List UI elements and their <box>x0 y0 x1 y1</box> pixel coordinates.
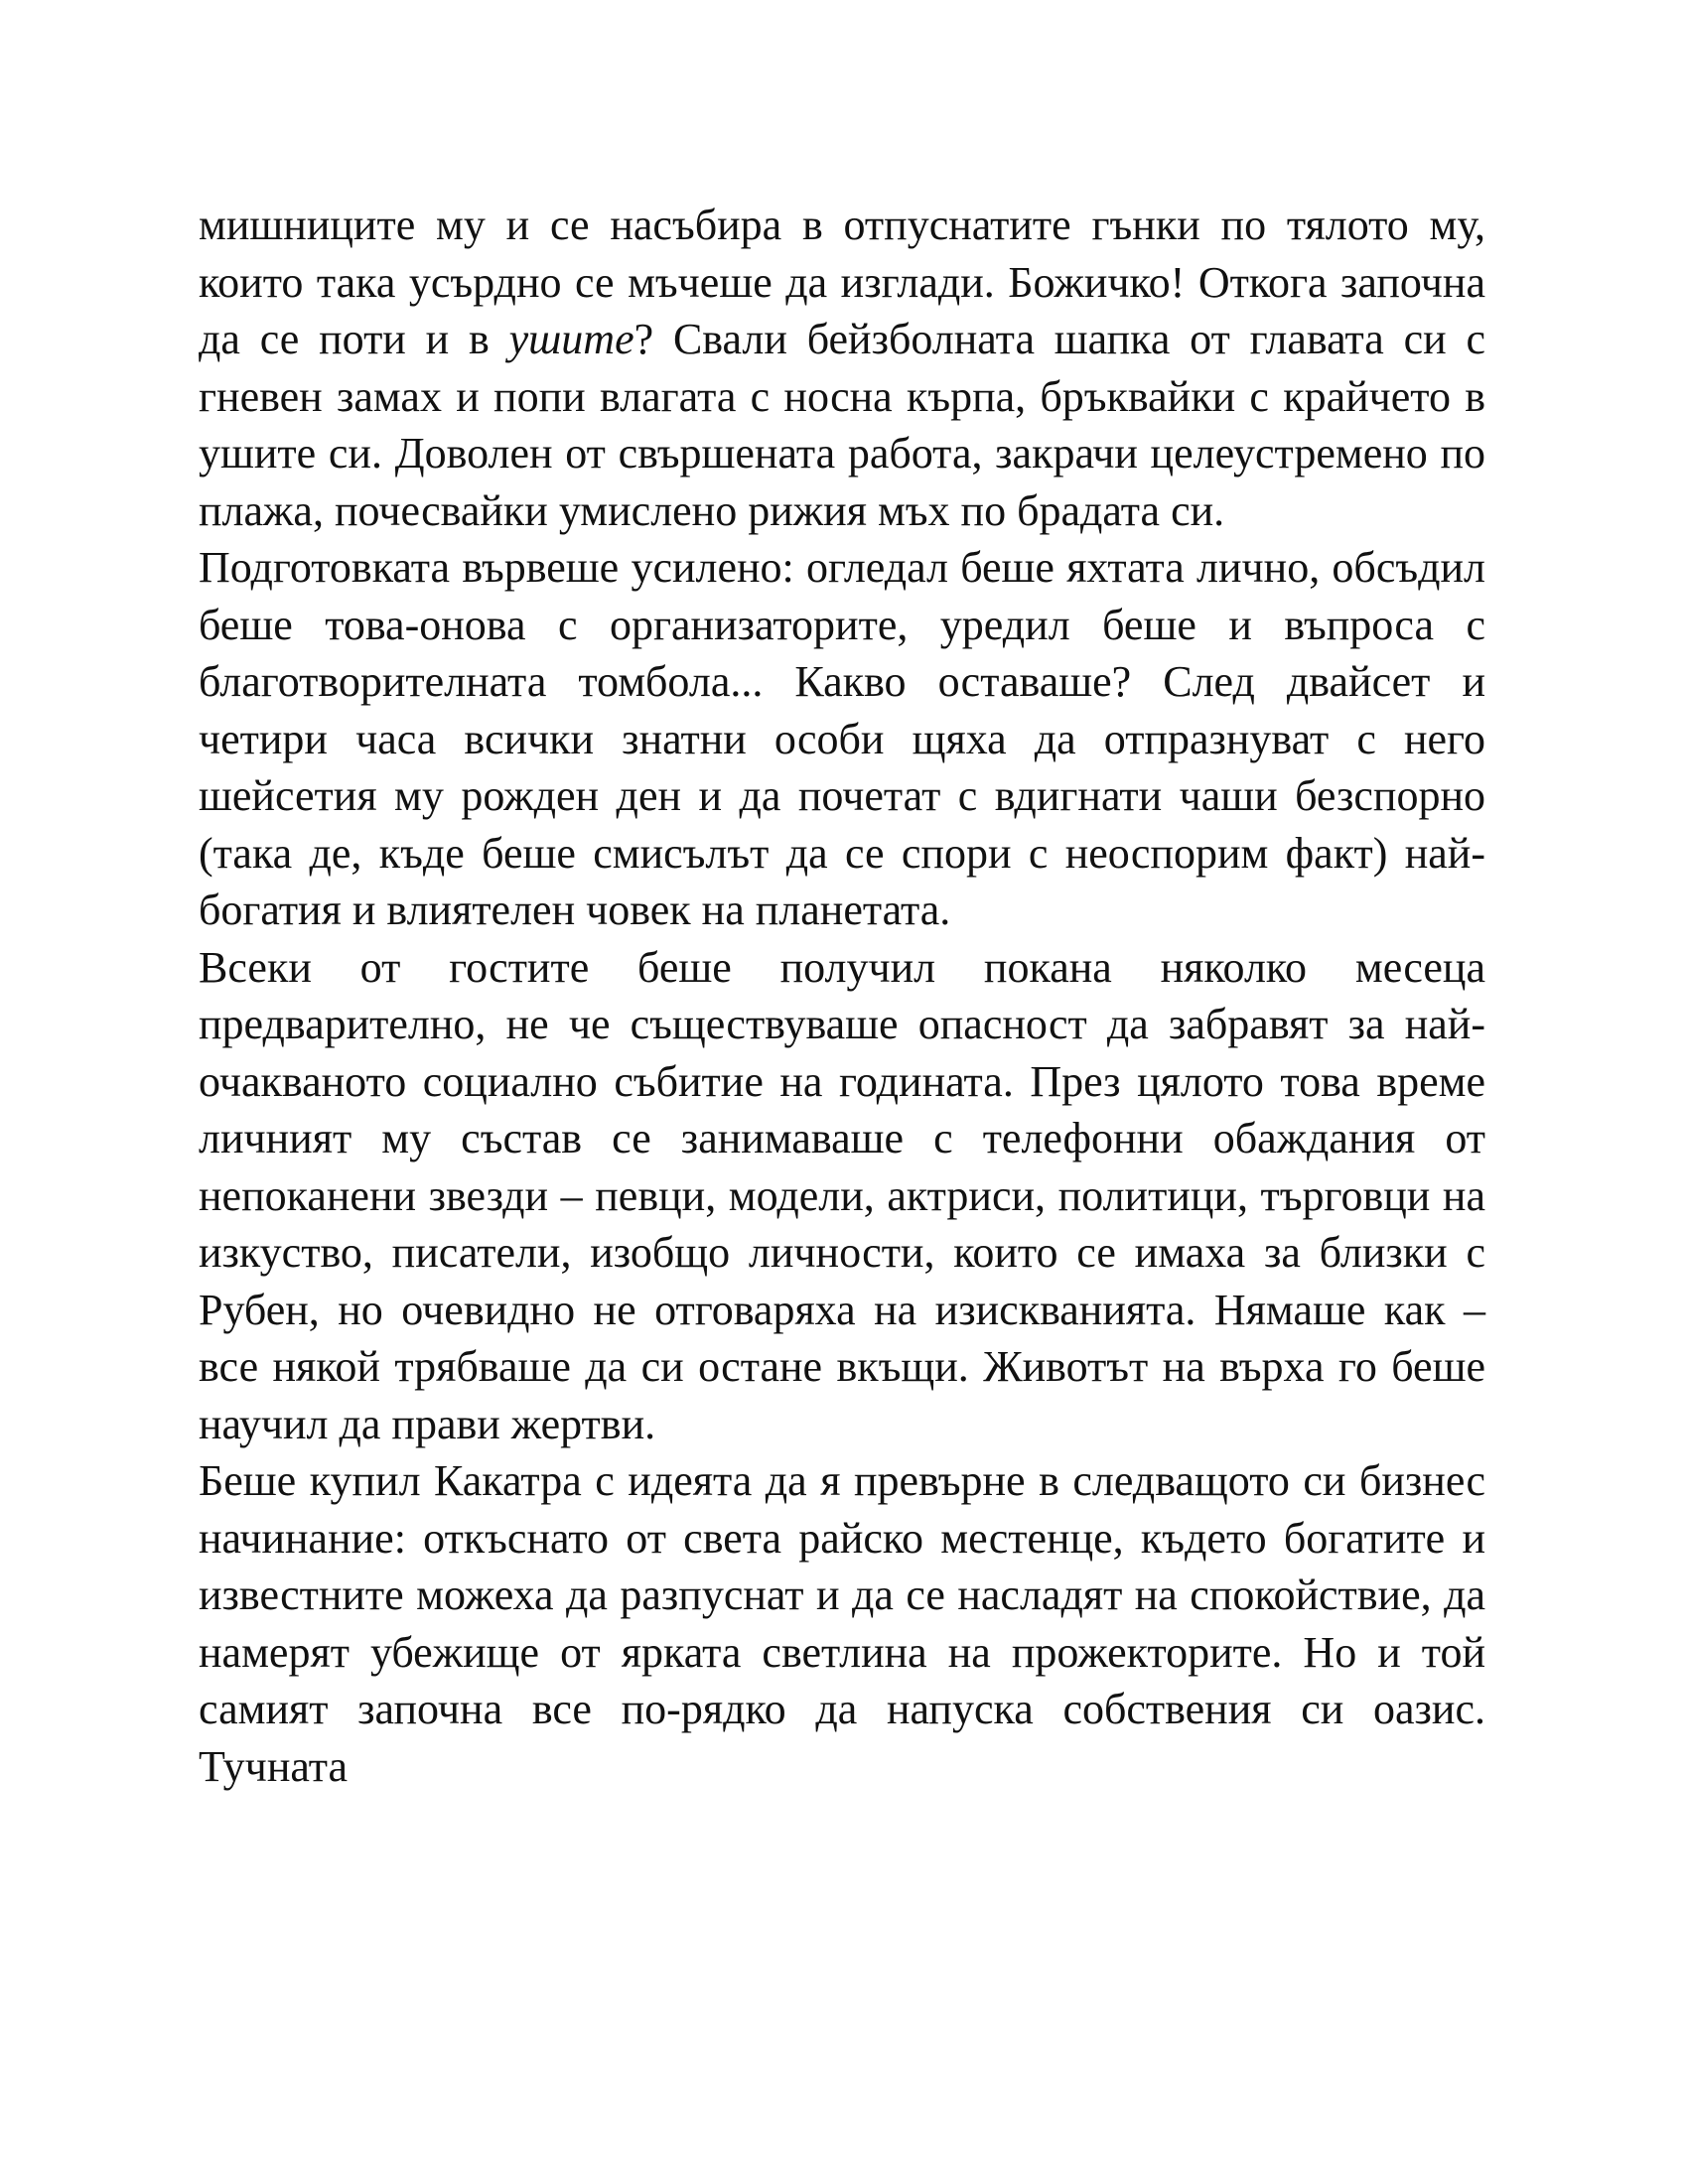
paragraph-1 <box>199 197 1485 539</box>
paragraph-3: Всеки от гостите беше получил покана няколко месеца предварително, не че съществуваше опасност да забравят за най-очакваното социално събитие на годината. През цялото това време личният му състав се занимаваше с телефонни обаждания от непоканени звезди – певци, модели, актриси, политици, търговци на изкуство, писатели, изобщо личности, които се имаха за близки с Рубен, но очевидно не отговаряха на изискванията. Нямаше как – все някой трябваше да си остане вкъщи. Животът на върха го беше научил да прави жертви. <box>199 942 1485 1448</box>
paragraph-4: Беше купил Какатра с идеята да я превърне в следващото си бизнес начинание: откъснато от света райско местенце, където богатите и известните можеха да разпуснат и да се насладят на спокойствие, да намерят убежище от ярката светлина на прожекторите. Но и той самият започна все по-рядко да напуска собствения си оазис. Тучната <box>199 1456 1485 1791</box>
paragraph-1-text-b: ? Свали бейзболната шапка от главата си с гневен замах и попи влагата с носна кърпа, бръквайки с крайчето в ушите си. Доволен от свършената работа, закрачи целеустремено по плажа, почесвайки умислено рижия мъх по брадата си. <box>199 315 1485 535</box>
paragraph-2: Подготовката вървеше усилено: огледал беше яхтата лично, обсъдил беше това-онова с организаторите, уредил беше и въпроса с благотворителната томбола... Какво оставаше? След двайсет и четири часа всички знатни особи щяха да отпразнуват с него шейсетия му рожден ден и да почетат с вдигнати чаши безспорно (така де, къде беше смисълът да се спори с неоспорим факт) най-богатия и влиятелен човек на планетата. <box>199 543 1485 934</box>
document-page <box>199 197 1485 1795</box>
paragraph-1-italic-word: ушите <box>508 315 634 363</box>
paragraph-1-text-a: мишниците му и се насъбира в отпуснатите гънки по тялото му, които така усърдно се мъчеше да изглади. Божичко! Откога започна да се поти и в <box>199 201 1485 363</box>
